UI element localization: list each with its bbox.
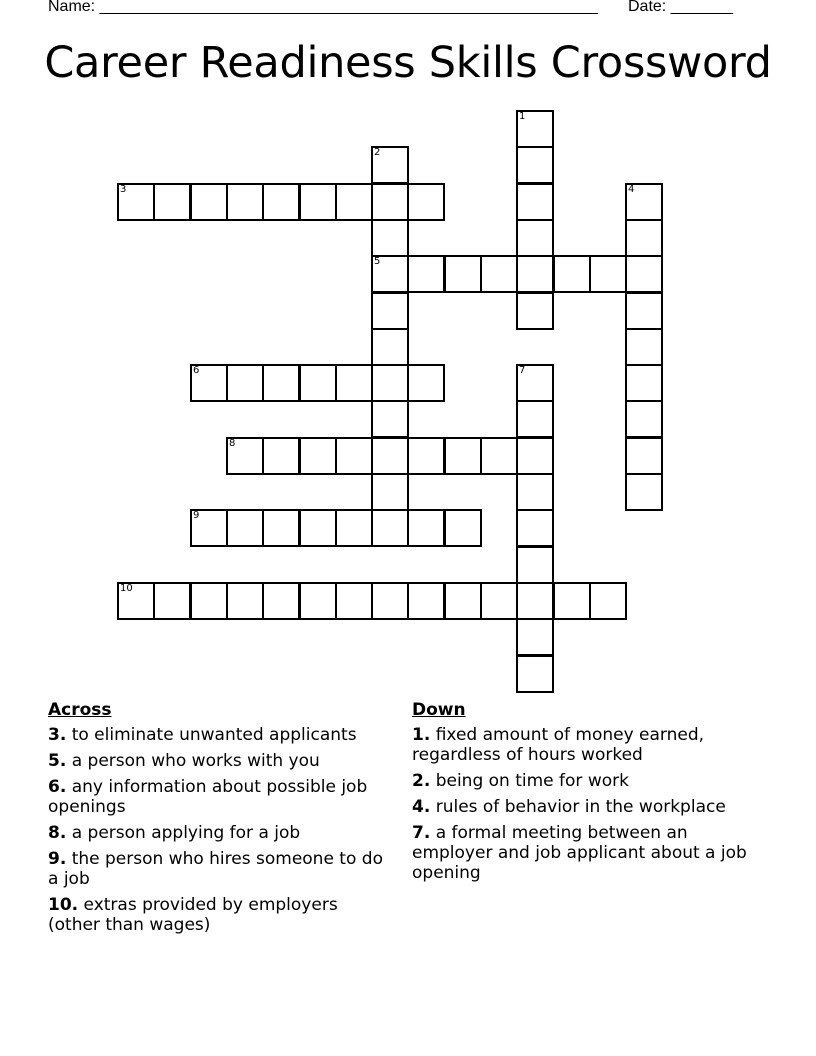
- clue-number-label: 8: [229, 438, 236, 449]
- grid-cell[interactable]: [516, 655, 554, 693]
- grid-cell[interactable]: [226, 509, 264, 547]
- grid-cell[interactable]: [516, 110, 554, 148]
- grid-cell[interactable]: [625, 219, 663, 257]
- grid-cell[interactable]: [516, 364, 554, 402]
- grid-cell[interactable]: [407, 582, 445, 620]
- grid-cell[interactable]: [625, 473, 663, 511]
- grid-cell[interactable]: [516, 183, 554, 221]
- grid-cell[interactable]: [516, 219, 554, 257]
- grid-cell[interactable]: [589, 582, 627, 620]
- grid-cell[interactable]: [335, 183, 373, 221]
- grid-cell[interactable]: [371, 146, 409, 184]
- clue-number: 1.: [412, 725, 431, 745]
- grid-cell[interactable]: [262, 183, 300, 221]
- clue-text: rules of behavior in the workplace: [430, 797, 726, 817]
- grid-cell[interactable]: [335, 582, 373, 620]
- grid-cell[interactable]: [153, 183, 191, 221]
- down-clues: [412, 700, 757, 889]
- clue-text: a formal meeting between an employer and job applicant about a job opening: [412, 823, 747, 883]
- clue-number-label: 10: [120, 583, 133, 594]
- grid-cell[interactable]: [299, 509, 337, 547]
- grid-cell[interactable]: [480, 582, 518, 620]
- grid-cell[interactable]: [262, 437, 300, 475]
- grid-cell[interactable]: [625, 364, 663, 402]
- grid-cell[interactable]: [516, 509, 554, 547]
- clue-text: a person who works with you: [66, 751, 320, 771]
- grid-cell[interactable]: [371, 328, 409, 366]
- grid-cell[interactable]: [444, 437, 482, 475]
- grid-cell[interactable]: [516, 582, 554, 620]
- name-field[interactable]: Name: ________________________________________________________: [48, 0, 598, 15]
- grid-cell[interactable]: [625, 255, 663, 293]
- grid-cell[interactable]: [480, 255, 518, 293]
- grid-cell[interactable]: [262, 509, 300, 547]
- clue-number-label: 5: [374, 256, 381, 267]
- grid-cell[interactable]: [553, 255, 591, 293]
- across-clue: [48, 823, 393, 843]
- grid-cell[interactable]: [407, 437, 445, 475]
- clue-text: any information about possible job openings: [48, 777, 368, 817]
- grid-cell[interactable]: [589, 255, 627, 293]
- across-clue: [48, 777, 393, 817]
- clue-number-label: 7: [519, 365, 526, 376]
- across-clue: [48, 751, 393, 771]
- clue-text: a person applying for a job: [66, 823, 301, 843]
- clue-number-label: 3: [120, 184, 127, 195]
- grid-cell[interactable]: [625, 400, 663, 438]
- page-title: Career Readiness Skills Crossword: [44, 38, 772, 88]
- grid-cell[interactable]: [625, 292, 663, 330]
- clue-text: extras provided by employers (other than wages): [48, 895, 338, 935]
- grid-cell[interactable]: [226, 183, 264, 221]
- grid-cell[interactable]: [190, 509, 228, 547]
- grid-cell[interactable]: [371, 400, 409, 438]
- grid-cell[interactable]: [190, 183, 228, 221]
- grid-cell[interactable]: [371, 509, 409, 547]
- across-clue: [48, 849, 393, 889]
- grid-cell[interactable]: [516, 546, 554, 584]
- grid-cell[interactable]: [117, 582, 155, 620]
- down-clue: [412, 797, 757, 817]
- grid-cell[interactable]: [407, 509, 445, 547]
- clue-number: 8.: [48, 823, 67, 843]
- grid-cell[interactable]: [371, 473, 409, 511]
- clue-text: being on time for work: [430, 771, 629, 791]
- clue-number-label: 2: [374, 147, 381, 158]
- clue-text: to eliminate unwanted applicants: [66, 725, 357, 745]
- across-heading: Across: [48, 700, 112, 720]
- grid-cell[interactable]: [371, 219, 409, 257]
- down-clue: [412, 823, 757, 883]
- grid-cell[interactable]: [371, 364, 409, 402]
- grid-cell[interactable]: [444, 509, 482, 547]
- grid-cell[interactable]: [371, 582, 409, 620]
- down-heading: Down: [412, 700, 466, 720]
- grid-cell[interactable]: [335, 437, 373, 475]
- across-clues: [48, 700, 393, 941]
- grid-cell[interactable]: [625, 437, 663, 475]
- grid-cell[interactable]: [371, 255, 409, 293]
- clue-text: the person who hires someone to do a job: [48, 849, 383, 889]
- grid-cell[interactable]: [553, 582, 591, 620]
- grid-cell[interactable]: [226, 582, 264, 620]
- clue-number-label: 9: [193, 510, 200, 521]
- grid-cell[interactable]: [516, 473, 554, 511]
- across-clue: [48, 895, 393, 935]
- clue-number: 3.: [48, 725, 67, 745]
- grid-cell[interactable]: [407, 364, 445, 402]
- clue-number-label: 1: [519, 111, 526, 122]
- grid-cell[interactable]: [226, 437, 264, 475]
- grid-cell[interactable]: [226, 364, 264, 402]
- grid-cell[interactable]: [335, 364, 373, 402]
- grid-cell[interactable]: [262, 582, 300, 620]
- grid-cell[interactable]: [444, 582, 482, 620]
- grid-cell[interactable]: [625, 183, 663, 221]
- grid-cell[interactable]: [371, 183, 409, 221]
- grid-cell[interactable]: [153, 582, 191, 620]
- grid-cell[interactable]: [516, 400, 554, 438]
- across-clue: [48, 725, 393, 745]
- down-clue: [412, 725, 757, 765]
- grid-cell[interactable]: [444, 255, 482, 293]
- grid-cell[interactable]: [407, 183, 445, 221]
- clue-number: 4.: [412, 797, 431, 817]
- grid-cell[interactable]: [299, 582, 337, 620]
- grid-cell[interactable]: [371, 437, 409, 475]
- grid-cell[interactable]: [480, 437, 518, 475]
- grid-cell[interactable]: [407, 255, 445, 293]
- grid-cell[interactable]: [190, 364, 228, 402]
- grid-cell[interactable]: [335, 509, 373, 547]
- clue-number: 6.: [48, 777, 67, 797]
- clue-number: 9.: [48, 849, 67, 869]
- clue-number: 5.: [48, 751, 67, 771]
- clue-number: 7.: [412, 823, 431, 843]
- down-clue: [412, 771, 757, 791]
- grid-cell[interactable]: [262, 364, 300, 402]
- grid-cell[interactable]: [190, 582, 228, 620]
- grid-cell[interactable]: [516, 292, 554, 330]
- grid-cell[interactable]: [516, 437, 554, 475]
- grid-cell[interactable]: [299, 364, 337, 402]
- date-field[interactable]: Date: _______: [628, 0, 733, 15]
- grid-cell[interactable]: [299, 183, 337, 221]
- clue-number-label: 4: [628, 184, 635, 195]
- grid-cell[interactable]: [516, 618, 554, 656]
- grid-cell[interactable]: [625, 328, 663, 366]
- grid-cell[interactable]: [117, 183, 155, 221]
- clue-number-label: 6: [193, 365, 200, 376]
- clue-number: 2.: [412, 771, 431, 791]
- grid-cell[interactable]: [516, 146, 554, 184]
- grid-cell[interactable]: [299, 437, 337, 475]
- clue-text: fixed amount of money earned, regardless of hours worked: [412, 725, 705, 765]
- grid-cell[interactable]: [516, 255, 554, 293]
- grid-cell[interactable]: [371, 292, 409, 330]
- clue-number: 10.: [48, 895, 79, 915]
